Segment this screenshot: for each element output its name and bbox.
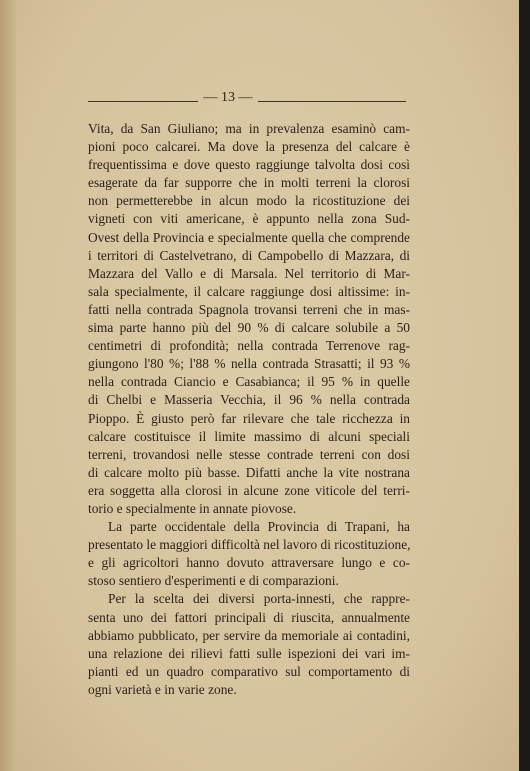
text-line: nella contrada Ciancio e Casabianca; il 95 % in quelle <box>88 374 410 390</box>
text-line: sima parte hanno più del 90 % di calcare solubile a 50 <box>88 320 410 336</box>
page-number: — 13 — <box>203 90 253 105</box>
text-line: fatti nella contrada Spagnola trovansi terreni che in mas- <box>88 301 410 317</box>
page-header <box>88 88 406 110</box>
text-line: Per la scelta dei diversi porta-innesti, che rappre- <box>108 591 410 607</box>
text-line: La parte occidentale della Provincia di Trapani, ha <box>108 519 410 535</box>
header-rule-right <box>258 101 406 102</box>
page-gutter-shadow <box>0 0 16 771</box>
text-line: era soggetta alla clorosi in alcune zone viticole del terri- <box>88 482 410 498</box>
text-line: di calcare molto più basse. Difatti anche la vite nostrana <box>88 464 410 480</box>
text-line: stoso sentiero d'esperimenti e di comparazioni. <box>88 573 339 589</box>
text-line: vigneti con viti americane, è appunto nella zona Sud- <box>88 211 410 227</box>
text-line: centimetri di profondità; nella contrada Terrenove rag- <box>88 338 410 354</box>
text-line: senta uno dei fattori principali di riuscita, annualmente <box>88 609 410 625</box>
text-line: pioni poco calcarei. Ma dove la presenza del calcare è <box>88 139 410 155</box>
header-rule-left <box>88 101 198 102</box>
text-line: pianti ed un quadro comparativo sul comportamento di <box>88 663 410 679</box>
text-line: di Chelbi e Masseria Vecchia, il 96 % nella contrada <box>88 392 410 408</box>
text-line: ogni varietà e in varie zone. <box>88 681 237 697</box>
text-line: non permetterebbe in alcun modo la ricostituzione dei <box>88 193 410 209</box>
text-line: terreni, trovandosi nelle stesse contrade terreni con dosi <box>88 446 410 462</box>
body-text <box>88 120 410 699</box>
text-line: sala specialmente, il calcare raggiunge dosi altissime: in- <box>88 283 410 299</box>
text-line: i territori di Castelvetrano, di Campobello di Mazzara, di <box>88 247 410 263</box>
text-line: torio e specialmente in annate piovose. <box>88 500 297 516</box>
text-line: una relazione dei rilievi fatti sulle ispezioni dei vari im- <box>88 645 410 661</box>
text-line: esagerate da far supporre che in molti terreni la clorosi <box>88 175 410 191</box>
text-line: giungono l'80 %; l'88 % nella contrada Strasatti; il 93 % <box>88 356 410 372</box>
text-line: calcare costituisce il limite massimo di alcuni speciali <box>88 428 410 444</box>
text-line: Ovest della Provincia e specialmente quella che comprende <box>88 229 410 245</box>
text-line: presentato le maggiori difficoltà nel lavoro di ricostituzione, <box>88 537 411 553</box>
text-line: e gli agricoltori hanno dovuto attraversare lungo e co- <box>88 555 410 571</box>
text-line: Vita, da San Giuliano; ma in prevalenza esaminò cam- <box>88 121 410 136</box>
text-line: Mazzara del Vallo e di Marsala. Nel territorio di Mar- <box>88 265 410 281</box>
text-line: Pioppo. È giusto però far rilevare che tale ricchezza in <box>88 410 410 426</box>
text-line: abbiamo pubblicato, per servire da memoriale ai contadini, <box>88 627 410 643</box>
scan-background-edge <box>519 0 530 771</box>
text-line: frequentissima e dove questo raggiunge talvolta dosi così <box>88 157 410 173</box>
